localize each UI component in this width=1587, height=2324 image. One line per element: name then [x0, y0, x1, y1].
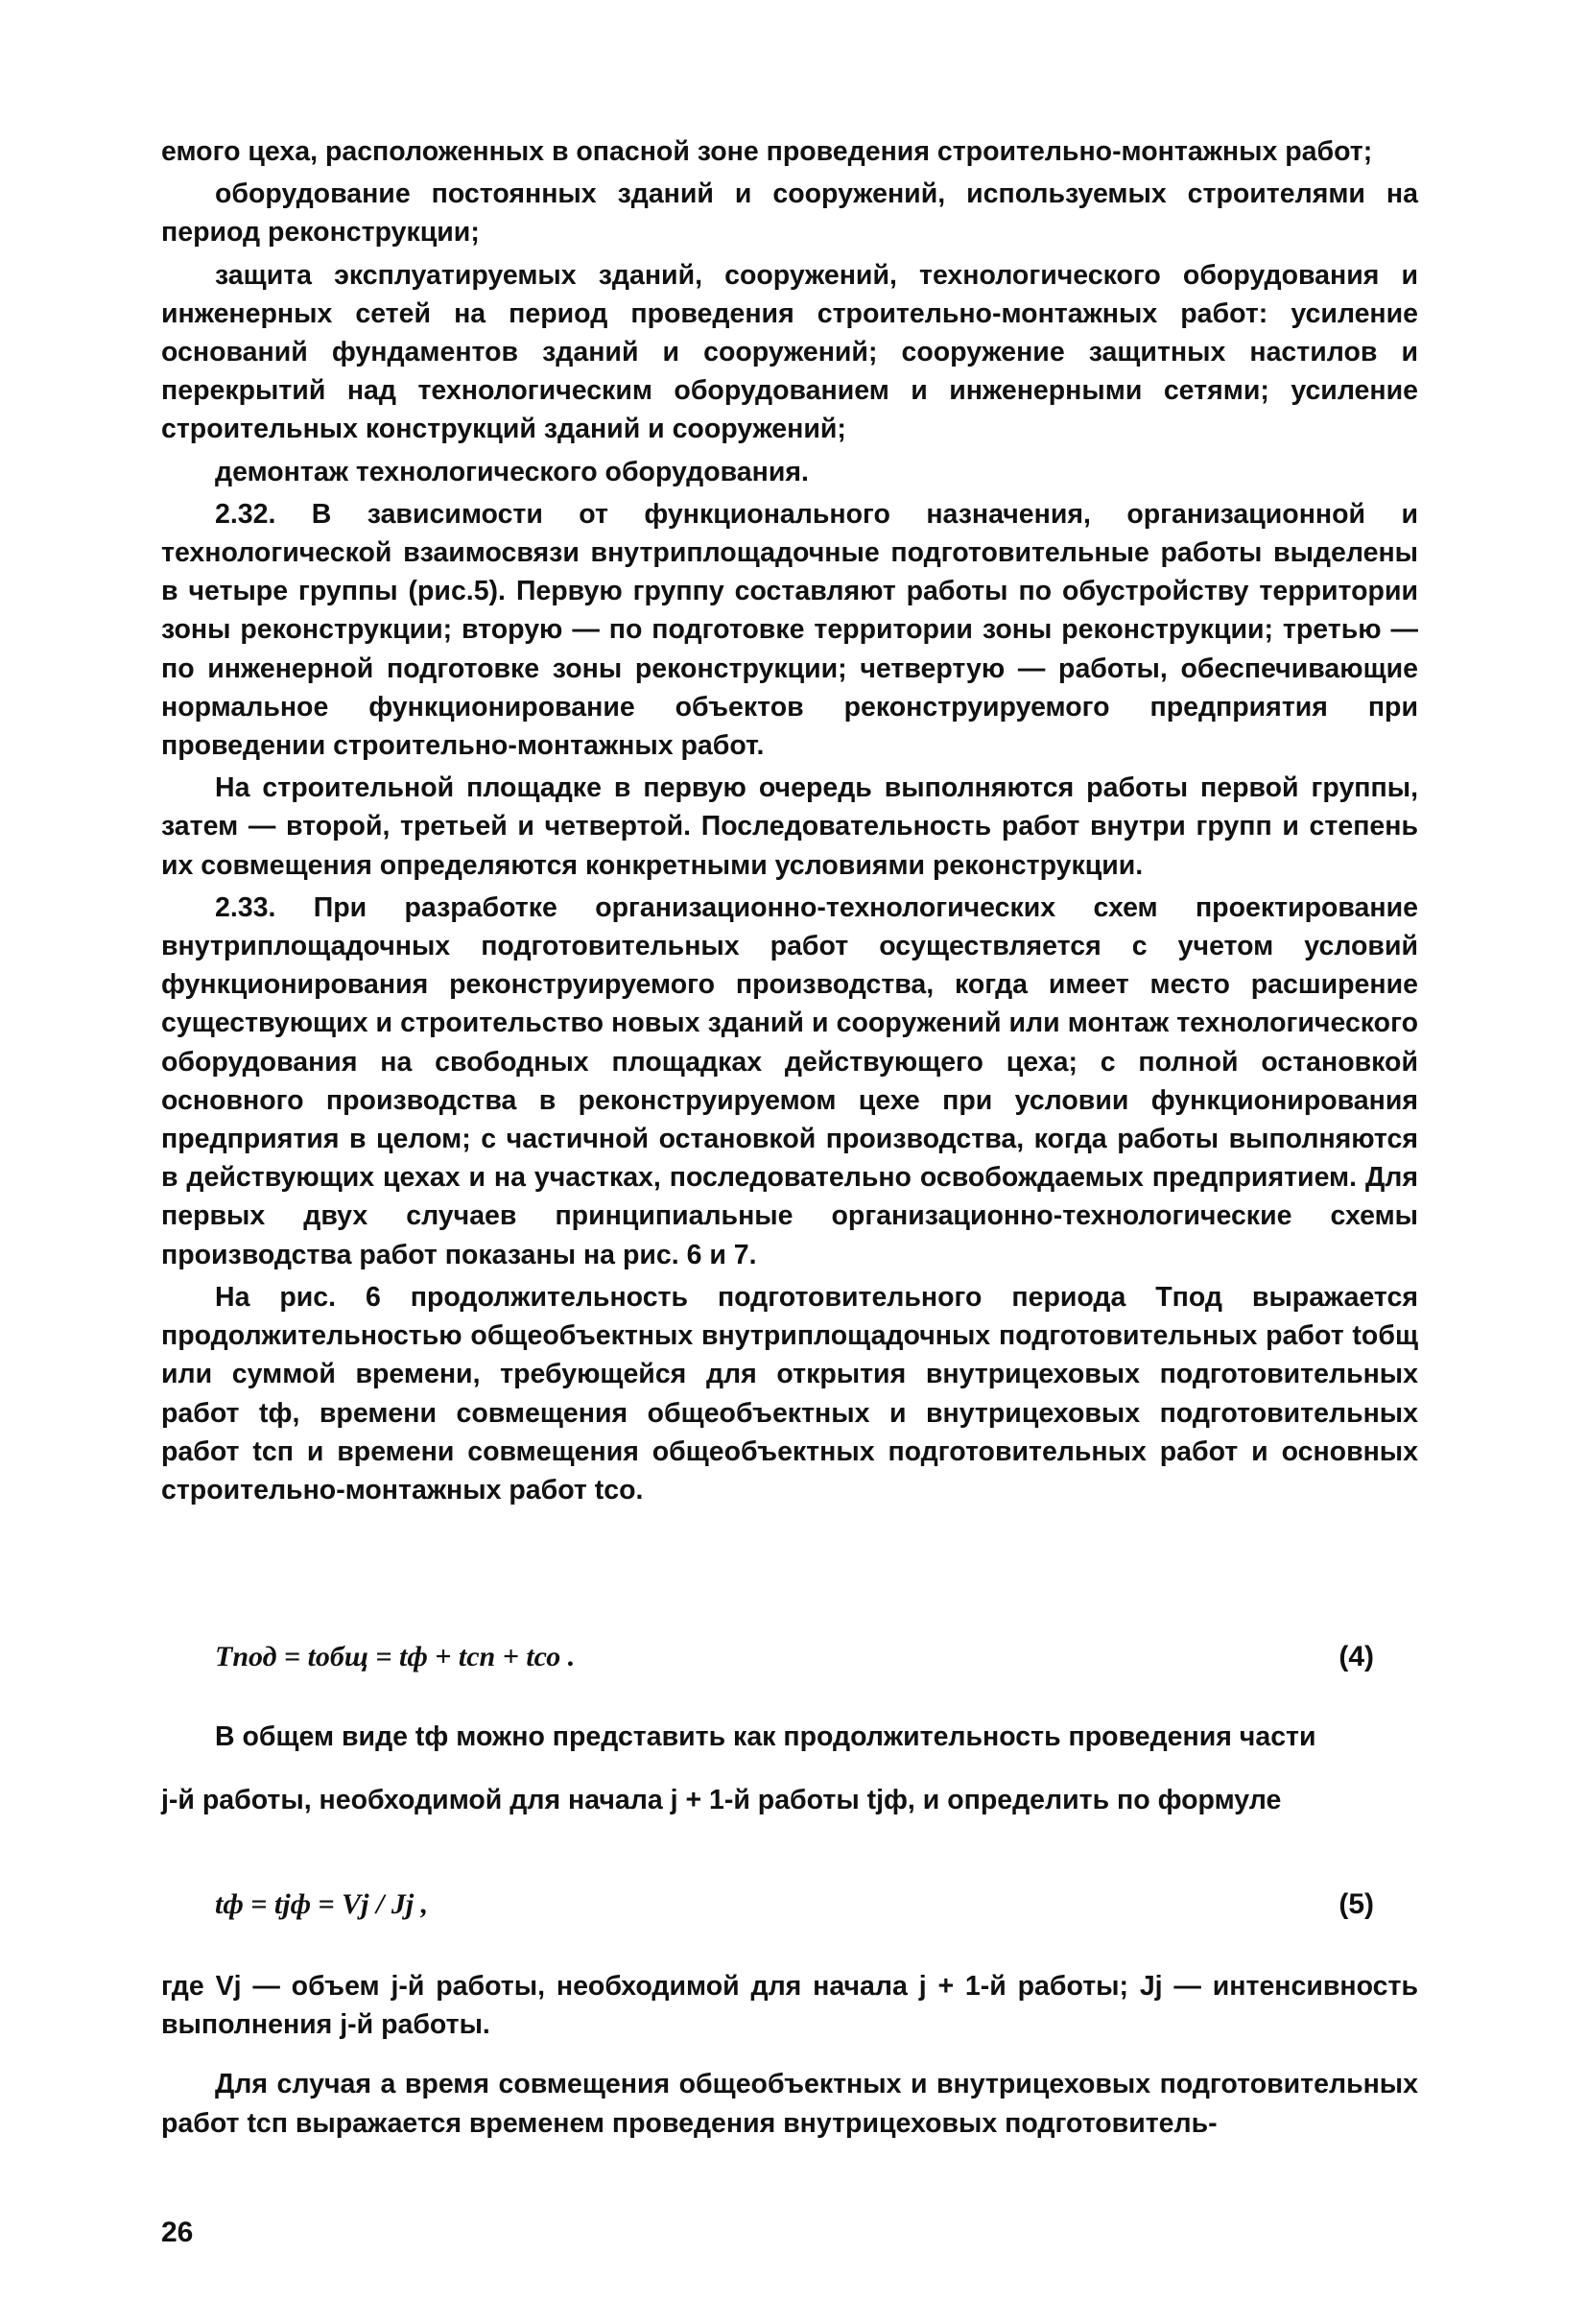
formula-number: (4) — [1338, 1641, 1374, 1672]
paragraph: 2.33. При разработке организационно-технологических схем проектирование внутриплощадочных подготовительных работ осуществляется с учетом условий функционирования реконструируемого производства, когда имеет место расширение существующих и строительство новых зданий и сооружений или монтаж технологического оборудования на свободных площадках действующего цеха; с полной остановкой основного производства в реконструируемом цехе при условии функционирования предприятия в целом; с частичной остановкой производства, когда работы выполняются в действующих цехах и на участках, последовательно освобождаемых предприятием. Для первых двух случаев принципиальные организационно-технологические схемы производства работ показаны на рис. 6 и 7. — [161, 891, 1418, 1270]
formula-5 — [161, 1888, 1418, 1946]
paragraph: На строительной площадке в первую очередь выполняются работы первой группы, затем — второй, третьей и четвертой. Последовательность работ внутри групп и степень их совмещения определяются конкретными условиями реконструкции. — [161, 772, 1418, 881]
paragraph: оборудование постоянных зданий и сооружений, используемых строителями на период реконструкции; — [161, 178, 1418, 249]
paragraph: защита эксплуатируемых зданий, сооружений, технологического оборудования и инженерных сетей на период проведения строительно-монтажных работ: усиление оснований фундаментов зданий и сооружений; сооружение защитных настилов и перекрытий над технологическим оборудованием и инженерными сетями; усиление строительных конструкций зданий и сооружений; — [161, 259, 1418, 445]
formula-4 — [161, 1641, 1418, 1698]
paragraph: 2.32. В зависимости от функционального назначения, организационной и технологической взаимосвязи внутриплощадочные подготовительные работы выделены в четыре группы (рис.5). Первую группу составляют работы по обустройству территории зоны реконструкции; вторую — по подготовке территории зоны реконструкции; третью — по инженерной подготовке зоны реконструкции; четвертую — работы, обеспечивающие нормальное функционирование объектов реконструируемого предприятия при проведении строительно-монтажных работ. — [161, 498, 1418, 762]
paragraph: j-й работы, необходимой для начала j + 1-й работы tjф, и определить по формуле — [161, 1785, 1282, 1816]
paragraph: В общем виде tф можно представить как продолжительность проведения части — [215, 1721, 1316, 1752]
body-text-mid — [161, 1718, 1418, 1823]
body-text-top — [161, 132, 1418, 1513]
formula-number: (5) — [1338, 1888, 1374, 1920]
body-text-bottom — [161, 1967, 1418, 2146]
paragraph: На рис. 6 продолжительность подготовительного периода Tпод выражается продолжительностью общеобъектных внутриплощадочных подготовительных работ tобщ или суммой времени, требующейся для открытия внутрицеховых подготовительных работ tф, времени совмещения общеобъектных и внутрицеховых подготовительных работ tсп и времени совмещения общеобъектных подготовительных работ и основных строительно-монтажных работ tсо. — [161, 1281, 1418, 1506]
formula-expression: Tпод = tобщ = tф + tсп + tсо . — [215, 1641, 576, 1672]
page-number: 26 — [161, 2217, 194, 2248]
paragraph: демонтаж технологического оборудования. — [215, 456, 809, 487]
formula-expression: tф = tjф = Vj / Jj , — [215, 1888, 429, 1920]
paragraph: емого цеха, расположенных в опасной зоне проведения строительно-монтажных работ; — [161, 136, 1373, 167]
paragraph: Для случая а время совмещения общеобъектных и внутрицеховых подготовительных работ tсп выражается временем проведения внутрицеховых подготовитель- — [161, 2069, 1418, 2139]
paragraph: где Vj — объем j-й работы, необходимой для начала j + 1-й работы; Jj — интенсивность выполнения j-й работы. — [161, 1971, 1418, 2041]
